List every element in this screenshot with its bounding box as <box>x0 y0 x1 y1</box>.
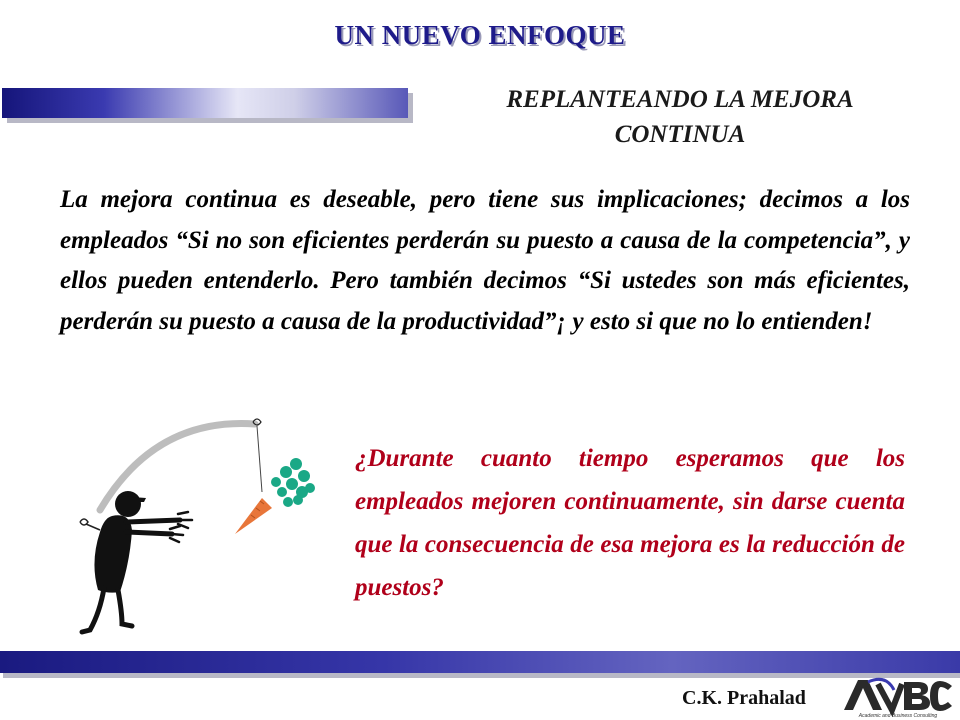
body-paragraph: La mejora continua es deseable, pero tiene sus implicaciones; decimos a los empleados “Si no son eficientes perderán su puesto a causa de la competencia”, y ellos pueden entenderlo. Pero también decimos “Si ustedes son más eficientes, perderán su puesto a causa de la productividad”¡ y esto si que no lo entienden! <box>60 186 910 335</box>
header-decorative-bar <box>2 88 408 118</box>
subtitle-line-1: REPLANTEANDO LA MEJORA <box>506 86 854 113</box>
author-label: C.K. Prahalad <box>682 687 806 709</box>
abc-logo-icon <box>842 676 954 720</box>
man-chasing-carrot-icon <box>60 412 330 647</box>
subtitle-line-2: CONTINUA <box>614 121 746 148</box>
slide-subtitle <box>430 82 930 152</box>
question-paragraph: ¿Durante cuanto tiempo esperamos que los empleados mejoren continuamente, sin darse cuenta que la consecuencia de esa mejora es la reducción de puestos? <box>355 445 905 601</box>
slide-title: UN NUEVO ENFOQUE <box>334 20 626 50</box>
logo-tagline: Academic and Business Consulting <box>858 713 938 719</box>
footer-decorative-bar <box>0 651 960 673</box>
